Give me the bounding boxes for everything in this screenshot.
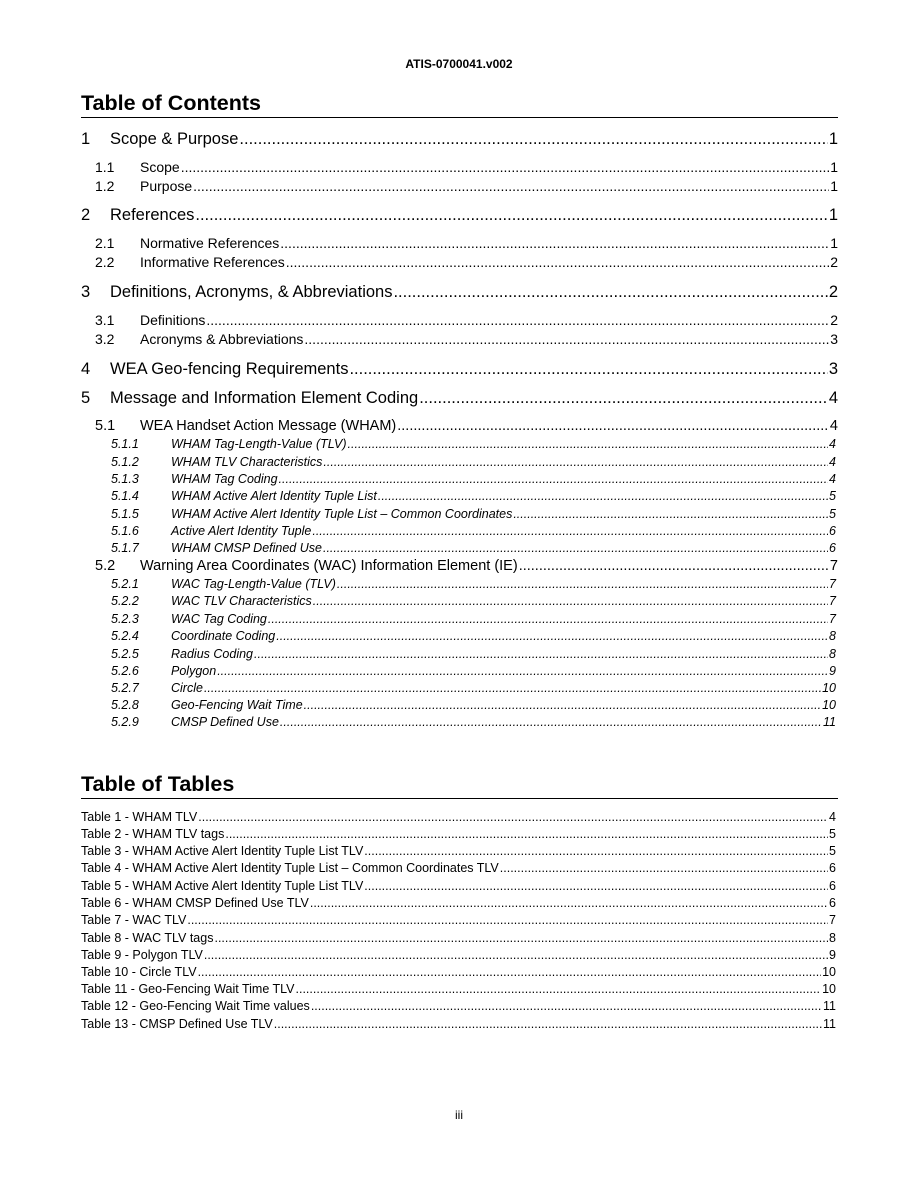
table-entry-page: 4 <box>829 810 836 824</box>
table-entry-text: Table 1 - WHAM TLV <box>81 810 198 824</box>
dot-leader <box>311 998 822 1015</box>
toc-entry[interactable] <box>95 331 838 348</box>
table-entry[interactable] <box>81 809 836 826</box>
toc-entry[interactable] <box>111 628 836 645</box>
dot-leader <box>519 558 829 575</box>
toc-entry-number: 5.2 <box>95 558 116 574</box>
dot-leader <box>214 930 828 947</box>
toc-entry-number: 5.1.7 <box>111 541 139 555</box>
toc-entry-number: 1.2 <box>95 178 115 194</box>
toc-entry[interactable] <box>111 576 836 593</box>
toc-entry-text: Purpose <box>140 178 193 194</box>
toc-entry-page: 1 <box>830 235 838 251</box>
toc-entry-page: 7 <box>829 612 836 626</box>
toc-entry-page: 3 <box>830 331 838 347</box>
toc-entry-number: 3.2 <box>95 331 115 347</box>
toc-entry-number: 1.1 <box>95 159 115 175</box>
dot-leader <box>310 895 828 912</box>
toc-entry[interactable] <box>111 697 836 714</box>
toc-entry-number: 5.2.2 <box>111 594 139 608</box>
dot-leader <box>323 454 828 471</box>
toc-entry-text: Radius Coding <box>171 647 253 661</box>
toc-entry[interactable] <box>95 312 838 329</box>
dot-leader <box>198 809 828 826</box>
toc-entry-text: CMSP Defined Use <box>171 715 279 729</box>
toc-entry[interactable] <box>111 646 836 663</box>
toc-entry-text: Scope <box>140 159 180 175</box>
toc-entry[interactable] <box>111 488 836 505</box>
toc-entry[interactable] <box>95 235 838 252</box>
toc-entry-number: 1 <box>81 130 91 148</box>
tables-title: Table of Tables <box>81 772 838 799</box>
dot-leader <box>204 680 821 697</box>
dot-leader <box>349 359 827 379</box>
toc-entry-page: 6 <box>829 541 836 555</box>
table-entry[interactable] <box>81 878 836 895</box>
toc-entry[interactable] <box>111 506 836 523</box>
toc-entry-text: WAC Tag-Length-Value (TLV) <box>171 577 336 591</box>
toc-entry-text: WAC Tag Coding <box>171 612 267 626</box>
toc-entry-number: 5.2.3 <box>111 612 139 626</box>
toc-entry-number: 5.2.8 <box>111 698 139 712</box>
toc-entry-number: 5.1.1 <box>111 437 139 451</box>
toc-entry[interactable] <box>95 254 838 271</box>
toc-entry[interactable] <box>81 205 838 225</box>
toc-entry-page: 4 <box>828 389 838 407</box>
toc-entry-page: 4 <box>829 437 836 451</box>
toc-entry-number: 5.2.4 <box>111 629 139 643</box>
table-entry-text: Table 11 - Geo-Fencing Wait Time TLV <box>81 982 295 996</box>
dot-leader <box>204 947 828 964</box>
table-entry[interactable] <box>81 826 836 843</box>
table-entry-page: 6 <box>829 896 836 910</box>
toc-entry-number: 5.2.7 <box>111 681 139 695</box>
dot-leader <box>193 178 829 195</box>
toc-entry-page: 6 <box>829 524 836 538</box>
dot-leader <box>198 964 822 981</box>
toc-entry-page: 5 <box>829 489 836 503</box>
table-entry-page: 5 <box>829 827 836 841</box>
toc-entry-text: Definitions <box>140 312 206 328</box>
toc-entry-number: 3.1 <box>95 312 115 328</box>
table-entry-page: 9 <box>829 948 836 962</box>
dot-leader <box>364 843 828 860</box>
dot-leader <box>181 159 830 176</box>
toc-entry-page: 2 <box>830 312 838 328</box>
table-entry-text: Table 13 - CMSP Defined Use TLV <box>81 1017 273 1031</box>
table-entry-page: 11 <box>823 1017 836 1031</box>
toc-entry-number: 5.2.5 <box>111 647 139 661</box>
toc-entry-number: 4 <box>81 360 91 378</box>
table-entry-text: Table 8 - WAC TLV tags <box>81 931 214 945</box>
toc-entry-page: 5 <box>829 507 836 521</box>
dot-leader <box>393 282 827 302</box>
toc-entry-number: 5.1.6 <box>111 524 139 538</box>
toc-entry-page: 7 <box>829 594 836 608</box>
toc-entry-page: 2 <box>830 254 838 270</box>
dot-leader <box>312 523 828 540</box>
table-entry[interactable] <box>81 930 836 947</box>
dot-leader <box>397 418 829 435</box>
toc-entry-text: Normative References <box>140 235 280 251</box>
toc-entry-page: 1 <box>828 206 838 224</box>
toc-entry[interactable] <box>81 129 838 149</box>
table-entry[interactable] <box>81 912 836 929</box>
table-entry[interactable] <box>81 895 836 912</box>
dot-leader <box>513 506 828 523</box>
dot-leader <box>286 254 829 271</box>
toc-entry-text: WHAM Tag-Length-Value (TLV) <box>171 437 347 451</box>
toc-entry-number: 5 <box>81 389 91 407</box>
table-entry-text: Table 4 - WHAM Active Alert Identity Tuple List – Common Coordinates TLV <box>81 861 499 875</box>
toc-entry-text: WEA Handset Action Message (WHAM) <box>140 418 397 434</box>
dot-leader <box>419 388 828 408</box>
toc-entry-text: Warning Area Coordinates (WAC) Information Element (IE) <box>140 558 518 574</box>
table-entry-text: Table 3 - WHAM Active Alert Identity Tuple List TLV <box>81 844 364 858</box>
dot-leader <box>217 663 828 680</box>
table-entry[interactable] <box>81 860 836 877</box>
toc-entry-number: 5.2.1 <box>111 577 139 591</box>
dot-leader <box>187 912 828 929</box>
toc-entry[interactable] <box>111 471 836 488</box>
toc-entry-number: 5.1.5 <box>111 507 139 521</box>
toc-entry[interactable] <box>95 159 838 176</box>
dot-leader <box>378 488 828 505</box>
dot-leader <box>279 471 829 488</box>
dot-leader <box>254 646 828 663</box>
table-entry-text: Table 5 - WHAM Active Alert Identity Tuple List TLV <box>81 879 364 893</box>
table-entry-page: 11 <box>823 999 836 1013</box>
table-entry-page: 10 <box>822 982 836 996</box>
toc-entry-text: Circle <box>171 681 203 695</box>
page-number: iii <box>455 1108 463 1122</box>
toc-entry-text: WEA Geo-fencing Requirements <box>110 360 349 378</box>
dot-leader <box>313 593 828 610</box>
dot-leader <box>280 235 829 252</box>
dot-leader <box>206 312 829 329</box>
table-entry-page: 6 <box>829 861 836 875</box>
table-entry-text: Table 9 - Polygon TLV <box>81 948 203 962</box>
dot-leader <box>323 540 828 557</box>
toc-entry[interactable] <box>95 558 838 575</box>
table-entry-page: 5 <box>829 844 836 858</box>
toc-entry-page: 8 <box>829 647 836 661</box>
toc-entry-number: 5.1 <box>95 418 116 434</box>
table-entry[interactable] <box>81 964 836 981</box>
toc-entry-text: WHAM Active Alert Identity Tuple List <box>171 489 377 503</box>
toc-entry[interactable] <box>111 611 836 628</box>
toc-entry-text: Scope & Purpose <box>110 130 239 148</box>
table-entry-page: 6 <box>829 879 836 893</box>
table-entry-text: Table 12 - Geo-Fencing Wait Time values <box>81 999 310 1013</box>
table-entry-page: 10 <box>822 965 836 979</box>
document-id-header: ATIS-0700041.v002 <box>405 57 513 71</box>
toc-entry-page: 8 <box>829 629 836 643</box>
table-entry-text: Table 7 - WAC TLV <box>81 913 187 927</box>
dot-leader <box>195 205 827 225</box>
dot-leader <box>276 628 828 645</box>
dot-leader <box>239 129 827 149</box>
toc-entry-number: 5.2.6 <box>111 664 139 678</box>
toc-entry-page: 3 <box>828 360 838 378</box>
dot-leader <box>296 981 822 998</box>
table-entry-page: 8 <box>829 931 836 945</box>
toc-entry[interactable] <box>111 454 836 471</box>
toc-entry-number: 3 <box>81 283 91 301</box>
toc-entry-number: 5.1.3 <box>111 472 139 486</box>
toc-entry-text: Message and Information Element Coding <box>110 389 419 407</box>
toc-entry-number: 2.2 <box>95 254 115 270</box>
dot-leader <box>337 576 828 593</box>
table-entry[interactable] <box>81 947 836 964</box>
dot-leader <box>500 860 828 877</box>
dot-leader <box>268 611 828 628</box>
table-entry-text: Table 2 - WHAM TLV tags <box>81 827 225 841</box>
table-entry-page: 7 <box>829 913 836 927</box>
toc-entry-text: WHAM Tag Coding <box>171 472 278 486</box>
toc-entry-text: Polygon <box>171 664 217 678</box>
toc-entry-number: 2 <box>81 206 91 224</box>
toc-entry-page: 7 <box>829 558 838 574</box>
toc-entry-text: Coordinate Coding <box>171 629 276 643</box>
dot-leader <box>274 1016 822 1033</box>
toc-entry[interactable] <box>95 178 838 195</box>
toc-title: Table of Contents <box>81 91 838 118</box>
toc-entry-text: WHAM CMSP Defined Use <box>171 541 322 555</box>
toc-entry[interactable] <box>111 593 836 610</box>
toc-entry-number: 5.1.2 <box>111 455 139 469</box>
toc-entry-text: References <box>110 206 195 224</box>
toc-entry-text: WHAM TLV Characteristics <box>171 455 323 469</box>
toc-entry-page: 1 <box>830 178 838 194</box>
toc-entry[interactable] <box>111 540 836 557</box>
toc-entry[interactable] <box>111 663 836 680</box>
toc-entry-number: 5.1.4 <box>111 489 139 503</box>
dot-leader <box>304 331 829 348</box>
toc-entry-number: 5.2.9 <box>111 715 139 729</box>
toc-entry-text: Informative References <box>140 254 285 270</box>
toc-entry-page: 1 <box>830 159 838 175</box>
toc-entry-text: Definitions, Acronyms, & Abbreviations <box>110 283 393 301</box>
toc-entry-page: 4 <box>829 455 836 469</box>
toc-entry[interactable] <box>81 282 838 302</box>
toc-entry-text: WHAM Active Alert Identity Tuple List – Common Coordinates <box>171 507 513 521</box>
toc-entry-page: 4 <box>829 472 836 486</box>
table-entry[interactable] <box>81 981 836 998</box>
toc-entry[interactable] <box>111 436 836 453</box>
dot-leader <box>225 826 828 843</box>
dot-leader <box>348 436 829 453</box>
toc-entry[interactable] <box>111 714 836 731</box>
toc-entry-text: Geo-Fencing Wait Time <box>171 698 303 712</box>
table-entry-text: Table 10 - Circle TLV <box>81 965 197 979</box>
toc-entry-text: WAC TLV Characteristics <box>171 594 312 608</box>
table-entry-text: Table 6 - WHAM CMSP Defined Use TLV <box>81 896 309 910</box>
table-entry[interactable] <box>81 998 836 1015</box>
toc-entry-page: 10 <box>822 681 836 695</box>
toc-entry-page: 7 <box>829 577 836 591</box>
toc-entry-text: Acronyms & Abbreviations <box>140 331 304 347</box>
dot-leader <box>304 697 821 714</box>
toc-entry-page: 10 <box>822 698 836 712</box>
toc-entry-page: 11 <box>823 715 836 729</box>
toc-entry-text: Active Alert Identity Tuple <box>171 524 312 538</box>
dot-leader <box>280 714 822 731</box>
toc-entry-page: 1 <box>828 130 838 148</box>
toc-entry-page: 2 <box>828 283 838 301</box>
toc-entry[interactable] <box>111 523 836 540</box>
table-entry[interactable] <box>81 1016 836 1033</box>
toc-entry[interactable] <box>81 388 838 408</box>
toc-entry-page: 9 <box>829 664 836 678</box>
table-entry[interactable] <box>81 843 836 860</box>
toc-entry[interactable] <box>111 680 836 697</box>
dot-leader <box>364 878 828 895</box>
toc-entry[interactable] <box>81 359 838 379</box>
toc-entry[interactable] <box>95 418 838 435</box>
toc-entry-number: 2.1 <box>95 235 115 251</box>
toc-entry-page: 4 <box>829 418 838 434</box>
